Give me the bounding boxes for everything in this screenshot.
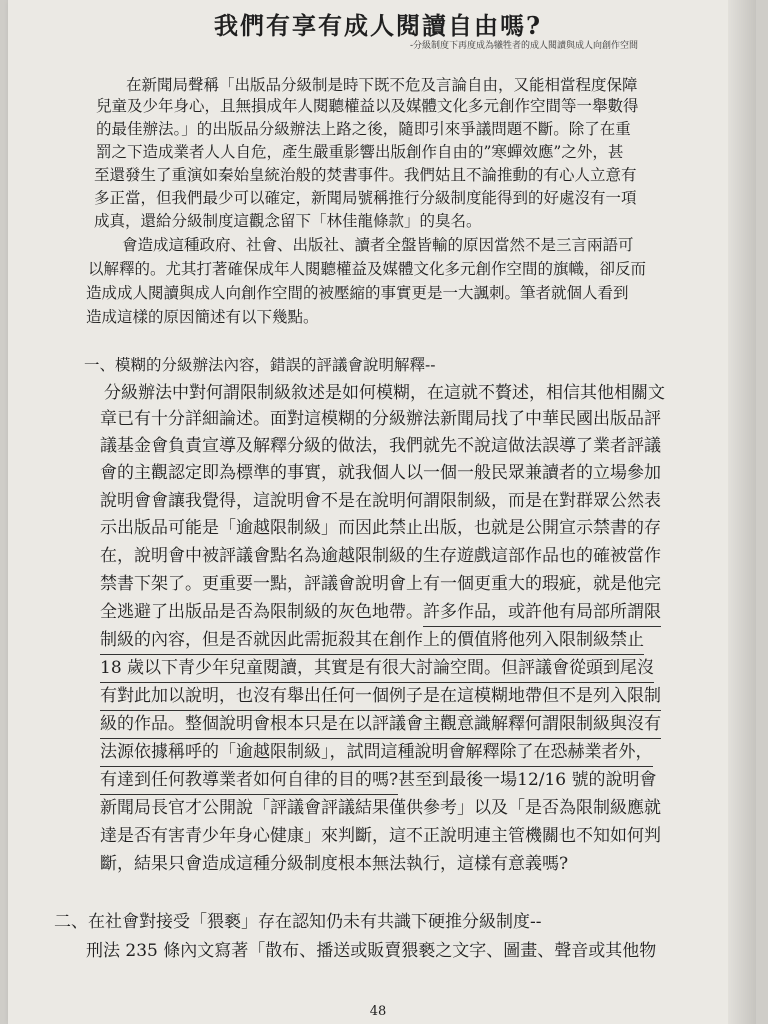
section1-line: 會的主觀認定即為標準的事實，就我個人以一個一般民眾兼讀者的立場參加 [100,463,661,483]
section1-line: 在，說明會中被評議會點名為逾越限制級的生存遊戲這部作品也的確被當作 [100,546,661,566]
section1-line: 達是否有害青少年身心健康」來判斷，這不正說明連主管機關也不知如何判 [100,826,661,846]
section1-line-text: 全逃避了出版品是否為限制級的灰色地帶。 [100,602,423,622]
section1-line [100,660,654,677]
section1-line [100,632,644,649]
intro-line: 多正當，但我們最少可以確定，新聞局號稱推行分級制度能得到的好處沒有一項 [94,189,637,207]
intro-line: 兒童及少年身心，且無損成年人閱聽權益以及媒體文化多元創作空間等一舉數得 [96,97,639,115]
section1-line: 斷，結果只會造成這種分級制度根本無法執行，這樣有意義嗎? [100,854,569,874]
document-subtitle: -分級制度下再度成為犧牲者的成人閱讀與成人向創作空間 [409,41,638,51]
intro-line: 造成成人閱讀與成人向創作空間的被壓縮的事實更是一大諷刺。筆者就個人看到 [86,284,629,302]
intro-line: 成真，還給分級制度這觀念留下「林佳龍條款」的臭名。 [94,212,482,230]
document-page [8,0,748,1024]
section1-line: 章已有十分詳細論述。面對這模糊的分級辦法新聞局找了中華民國出版品評 [100,409,661,429]
section1-line [100,716,661,733]
intro-line: 至還發生了重演如秦始皇統治般的焚書事件。我們姑且不論推動的有心人立意有 [94,166,637,184]
section1-line-text: 甚至到最後一場12/16 號的說明會 [398,770,657,790]
section1-line: 示出版品可能是「逾越限制級」而因此禁止出版，也就是公開宣示禁書的存 [100,518,661,538]
section1-line: 新聞局長官才公開說「評議會評議結果僅供參考」以及「是否為限制級應就 [100,798,661,818]
document-title: 我們有享有成人閱讀自由嗎? [213,11,543,40]
underlined-text: 有對此加以說明，也沒有舉出任何一個例子是在這模糊地帶但不是列入限制 [100,686,661,711]
intro-line: 以解釋的。尤其打著確保成年人閱聽權益及媒體文化多元創作空間的旗幟，卻反而 [88,260,647,278]
underlined-text: 制級的內容，但是否就因此需扼殺其在創作上的價值將他列入限制級禁止 [100,630,644,655]
section-heading: 一、模糊的分級辦法內容，錯誤的評議會說明解釋-- [84,356,436,374]
underlined-text: 18 歲以下青少年兒童閱讀，其實是有很大討論空間。但評議會從頭到尾沒 [100,658,654,683]
section2-line: 刑法 235 條內文寫著「散布、播送或販賣猥褻之文字、圖畫、聲音或其他物 [86,941,657,961]
intro-line: 罰之下造成業者人人自危，產生嚴重影響出版創作自由的”寒蟬效應”之外，甚 [96,143,624,161]
intro-line: 在新聞局聲稱「出版品分級制是時下既不危及言論自由，又能相當程度保障 [126,76,638,94]
section1-line: 分級辦法中對何謂限制級敘述是如何模糊，在這就不贅述，相信其他相關文 [104,383,665,403]
intro-line: 的最佳辦法。」的出版品分級辦法上路之後，隨即引來爭議問題不斷。除了在重 [96,120,631,138]
underlined-text: 有達到任何教導業者如何自律的目的嗎? [100,770,398,795]
underlined-text: 法源依據稱呼的「逾越限制級」，試問這種說明會解釋除了在恐赫業者外， [100,742,653,767]
section1-line: 議基金會負責宣導及解釋分級的做法，我們就先不說這做法誤導了業者評議 [100,436,661,456]
section1-line: 說明會會讓我覺得，這說明會不是在說明何謂限制級，而是在對群眾公然表 [100,491,661,511]
section1-line: 禁書下架了。更重要一點，評議會說明會上有一個更重大的瑕疵，就是他完 [100,574,661,594]
underlined-text: 許多作品，或許他有局部所謂限 [423,602,661,627]
section1-line [100,744,653,761]
section-heading: 二、在社會對接受「猥褻」存在認知仍未有共識下硬推分級制度-- [54,912,542,932]
underlined-text: 級的作品。整個說明會根本只是在以評議會主觀意識解釋何謂限制級與沒有 [100,714,661,739]
section1-line [100,604,661,621]
page-number: 48 [369,1004,387,1019]
intro-line: 會造成這種政府、社會、出版社、讀者全盤皆輸的原因當然不是三言兩語可 [122,236,634,254]
intro-line: 造成這樣的原因簡述有以下幾點。 [86,308,319,326]
section1-line [100,772,657,789]
section1-line [100,688,661,705]
